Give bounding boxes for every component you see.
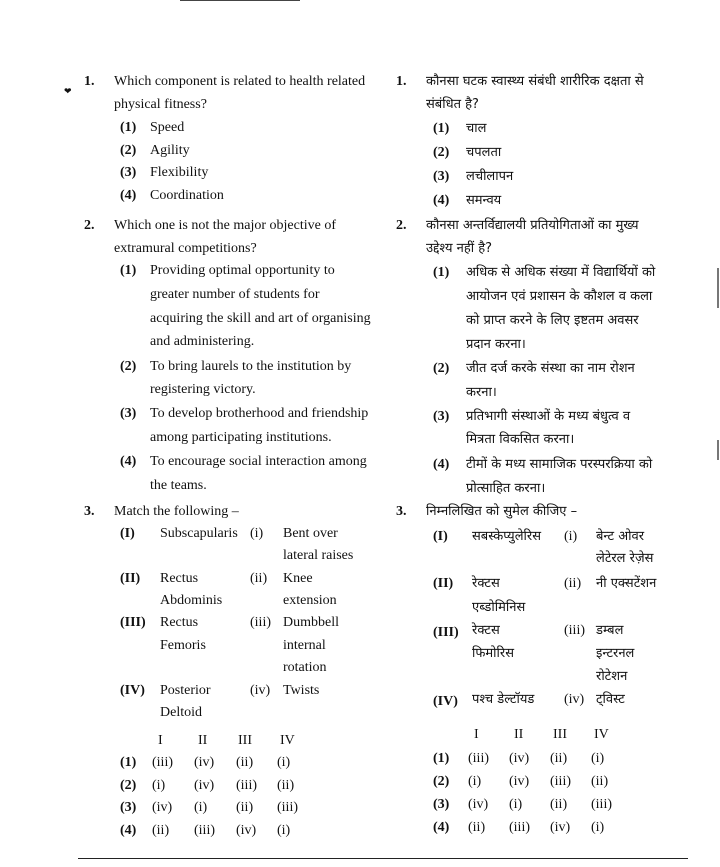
hi-q1-option1-number: (1) (433, 121, 450, 136)
hi-q3-option2-a4: (ii) (591, 774, 609, 789)
hi-q1-option3-text: लचीलापन (466, 169, 514, 184)
hi-q2-option3-line2: मित्रता विकसित करना। (466, 432, 575, 447)
q3-list1-item1-number: (I) (120, 526, 135, 541)
hi-q2-option4-number: (4) (433, 457, 450, 472)
q1-option4-text: Coordination (150, 188, 224, 203)
q2-option3-number: (3) (120, 406, 137, 421)
q3-text: Match the following – (114, 504, 239, 519)
hi-q2-option1-line4: प्रदान करना। (466, 337, 526, 352)
hi-q3-option3-a2: (i) (509, 797, 523, 812)
q2-option4-line2: the teams. (150, 478, 207, 493)
hi-q1-number: 1. (396, 74, 407, 89)
q3-option1-a2: (iv) (194, 755, 215, 770)
q3-option4-number: (4) (120, 823, 137, 838)
hi-q3-list1-item4-line1: पश्च डेल्टॉयड (472, 692, 535, 707)
q1-number: 1. (84, 74, 95, 89)
hi-q3-list2-item1-line2: लेटेरल रेज़ेस (596, 551, 654, 566)
q3-option1-a4: (i) (277, 755, 291, 770)
hi-q1-text-line1: कौनसा घटक स्वास्थ्य संबंधी शारीरिक दक्षता से (426, 74, 644, 89)
q3-list1-item3-line1: Rectus (160, 615, 199, 630)
hi-q3-option2-number: (2) (433, 774, 450, 789)
hi-q3-list1-item3-line1: रेक्टस (472, 623, 500, 638)
hi-q2-option2-number: (2) (433, 361, 450, 376)
margin-mark: ❤ (64, 86, 72, 96)
hi-q3-option4-a4: (i) (591, 820, 605, 835)
hi-q3-list2-item3-number: (iii) (564, 623, 585, 638)
hi-q1-option4-text: समन्वय (466, 193, 502, 208)
hi-q3-list2-item1-line1: बेन्ट ओवर (596, 529, 645, 544)
q3-answer-head-3: III (238, 733, 252, 748)
q3-option1-a1: (iii) (152, 755, 173, 770)
top-rule (180, 0, 300, 1)
hi-q3-option2-a2: (iv) (509, 774, 530, 789)
q2-option1-number: (1) (120, 263, 137, 278)
q3-option2-a3: (iii) (236, 778, 257, 793)
hi-q3-option3-a3: (ii) (550, 797, 568, 812)
q1-option3-text: Flexibility (150, 165, 209, 180)
hi-q3-list1-item2-line1: रेक्टस (472, 576, 500, 591)
q3-option4-a1: (ii) (152, 823, 170, 838)
q1-option4-number: (4) (120, 188, 137, 203)
hi-q3-option3-number: (3) (433, 797, 450, 812)
q3-list2-item2-line2: extension (283, 593, 337, 608)
hi-q3-list2-item2-line1: नी एक्सटेंशन (596, 576, 657, 591)
q3-number: 3. (84, 504, 95, 519)
q3-list1-item4-line2: Deltoid (160, 705, 202, 720)
q3-option2-a2: (iv) (194, 778, 215, 793)
q2-option2-number: (2) (120, 359, 137, 374)
q1-option1-text: Speed (150, 120, 185, 135)
hi-q3-list2-item1-number: (i) (564, 529, 578, 544)
q3-option3-a4: (iii) (277, 800, 298, 815)
q3-answer-head-2: II (198, 733, 208, 748)
hi-q3-option1-a2: (iv) (509, 751, 530, 766)
q3-option2-number: (2) (120, 778, 137, 793)
q3-option4-a2: (iii) (194, 823, 215, 838)
q3-list1-item2-line2: Abdominis (160, 593, 223, 608)
q3-list1-item1-line1: Subscapularis (160, 526, 238, 541)
q2-option1-line4: and administering. (150, 334, 255, 349)
hi-q3-list1-item2-line2: एब्डोमिनिस (472, 600, 526, 615)
q3-list2-item2-number: (ii) (250, 571, 268, 586)
hi-q2-text-line2: उद्देश्य नहीं है? (426, 241, 493, 256)
hi-q3-option3-a1: (iv) (468, 797, 489, 812)
hi-q3-option1-a3: (ii) (550, 751, 568, 766)
q1-option1-number: (1) (120, 120, 137, 135)
hi-q3-number: 3. (396, 504, 407, 519)
hi-q3-list1-item3-line2: फिमोरिस (472, 646, 515, 661)
hi-q2-option1-line3: को प्राप्त करने के लिए इष्टतम अवसर (466, 313, 639, 328)
hi-q3-answer-head-4: IV (594, 727, 609, 742)
hi-q1-option2-text: चपलता (466, 145, 502, 160)
hi-q3-list2-item4-number: (iv) (564, 692, 585, 707)
q2-number: 2. (84, 218, 95, 233)
hi-q2-option2-line1: जीत दर्ज करके संस्था का नाम रोशन (466, 361, 635, 376)
q3-list2-item3-line1: Dumbbell (283, 615, 339, 630)
hi-q3-option1-a1: (iii) (468, 751, 489, 766)
q3-option2-a4: (ii) (277, 778, 295, 793)
q3-option4-a4: (i) (277, 823, 291, 838)
q3-list2-item4-line1: Twists (283, 683, 320, 698)
q2-option1-line2: greater number of students for (150, 287, 320, 302)
hi-q3-option2-a1: (i) (468, 774, 482, 789)
q3-option3-a2: (i) (194, 800, 208, 815)
hi-q3-list2-item3-line2: इन्टरनल (596, 646, 635, 661)
q3-list2-item3-line3: rotation (283, 660, 327, 675)
q2-text-line2: extramural competitions? (114, 241, 257, 256)
hi-q2-option1-number: (1) (433, 265, 450, 280)
hi-q3-list2-item3-line1: डम्बल (596, 623, 624, 638)
hi-q3-option4-a1: (ii) (468, 820, 486, 835)
q2-option3-line1: To develop brotherhood and friendship (150, 406, 369, 421)
hi-q3-list1-item1-line1: सबस्केप्युलेरिस (472, 529, 541, 544)
hi-q1-option3-number: (3) (433, 169, 450, 184)
q2-option2-line1: To bring laurels to the institution by (150, 359, 352, 374)
hi-q3-list2-item3-line3: रोटेशन (596, 669, 628, 684)
q1-text-line2: physical fitness? (114, 97, 207, 112)
hi-q3-option2-a3: (iii) (550, 774, 571, 789)
q2-option3-line2: among participating institutions. (150, 430, 332, 445)
q3-option3-number: (3) (120, 800, 137, 815)
hi-q3-list1-item4-number: (IV) (433, 694, 458, 709)
q3-list1-item2-number: (II) (120, 571, 141, 586)
q3-list2-item4-number: (iv) (250, 683, 271, 698)
q3-list2-item1-line1: Bent over (283, 526, 338, 541)
hi-q3-list2-item4-line1: ट्विस्ट (596, 692, 625, 707)
q2-text-line1: Which one is not the major objective of (114, 218, 336, 233)
hi-q2-option3-number: (3) (433, 409, 450, 424)
hi-q3-text: निम्नलिखित को सुमेल कीजिए – (426, 504, 578, 519)
q3-list1-item4-line1: Posterior (160, 683, 211, 698)
q3-option1-number: (1) (120, 755, 137, 770)
hi-q1-option2-number: (2) (433, 145, 450, 160)
q3-list2-item1-line2: lateral raises (283, 548, 354, 563)
q3-option3-a3: (ii) (236, 800, 254, 815)
q2-option2-line2: registering victory. (150, 382, 256, 397)
q3-option1-a3: (ii) (236, 755, 254, 770)
q3-list2-item3-number: (iii) (250, 615, 271, 630)
hi-q3-answer-head-3: III (553, 727, 567, 742)
q1-option2-text: Agility (150, 143, 190, 158)
hi-q3-option4-number: (4) (433, 820, 450, 835)
q3-answer-head-1: I (158, 733, 163, 748)
q2-option1-line3: acquiring the skill and art of organising (150, 311, 371, 326)
hi-q1-text-line2: संबंधित है? (426, 97, 479, 112)
hi-q3-list1-item1-number: (I) (433, 529, 448, 544)
q1-option3-number: (3) (120, 165, 137, 180)
hi-q3-option4-a3: (iv) (550, 820, 571, 835)
hi-q2-option1-line2: आयोजन एवं प्रशासन के कौशल व कला (466, 289, 653, 304)
q3-option3-a1: (iv) (152, 800, 173, 815)
hi-q2-text-line1: कौनसा अन्तर्विद्यालयी प्रतियोगिताओं का मुख्य (426, 218, 639, 233)
q3-list2-item3-line2: internal (283, 638, 326, 653)
hi-q3-answer-head-1: I (474, 727, 479, 742)
scan-edge-mark-2 (717, 440, 719, 460)
hi-q2-option4-line2: प्रोत्साहित करना। (466, 481, 546, 496)
bottom-rule (78, 858, 688, 859)
q3-list1-item3-number: (III) (120, 615, 146, 630)
hi-q3-option1-number: (1) (433, 751, 450, 766)
hi-q3-option3-a4: (iii) (591, 797, 612, 812)
hi-q3-option4-a2: (iii) (509, 820, 530, 835)
q1-option2-number: (2) (120, 143, 137, 158)
scan-edge-mark (717, 268, 719, 308)
q3-option4-a3: (iv) (236, 823, 257, 838)
q2-option4-number: (4) (120, 454, 137, 469)
q1-text-line1: Which component is related to health related (114, 74, 366, 89)
q3-list2-item2-line1: Knee (283, 571, 313, 586)
q3-list1-item4-number: (IV) (120, 683, 145, 698)
hi-q3-answer-head-2: II (514, 727, 524, 742)
hi-q2-option4-line1: टीमों के मध्य सामाजिक परस्परक्रिया को (466, 457, 653, 472)
hi-q1-option4-number: (4) (433, 193, 450, 208)
hi-q3-list2-item2-number: (ii) (564, 576, 582, 591)
hi-q1-option1-text: चाल (466, 121, 487, 136)
q3-list1-item2-line1: Rectus (160, 571, 199, 586)
q2-option1-line1: Providing optimal opportunity to (150, 263, 335, 278)
q3-option2-a1: (i) (152, 778, 166, 793)
q3-answer-head-4: IV (280, 733, 295, 748)
hi-q2-option3-line1: प्रतिभागी संस्थाओं के मध्य बंधुत्व व (466, 409, 631, 424)
hi-q2-option1-line1: अधिक से अधिक संख्या में विद्यार्थियों को (466, 265, 656, 280)
hi-q3-list1-item3-number: (III) (433, 625, 459, 640)
hi-q2-option2-line2: करना। (466, 385, 497, 400)
q2-option4-line1: To encourage social interaction among (150, 454, 367, 469)
hi-q3-option1-a4: (i) (591, 751, 605, 766)
q3-list2-item1-number: (i) (250, 526, 264, 541)
q3-list1-item3-line2: Femoris (160, 638, 206, 653)
hi-q3-list1-item2-number: (II) (433, 576, 454, 591)
hi-q2-number: 2. (396, 218, 407, 233)
